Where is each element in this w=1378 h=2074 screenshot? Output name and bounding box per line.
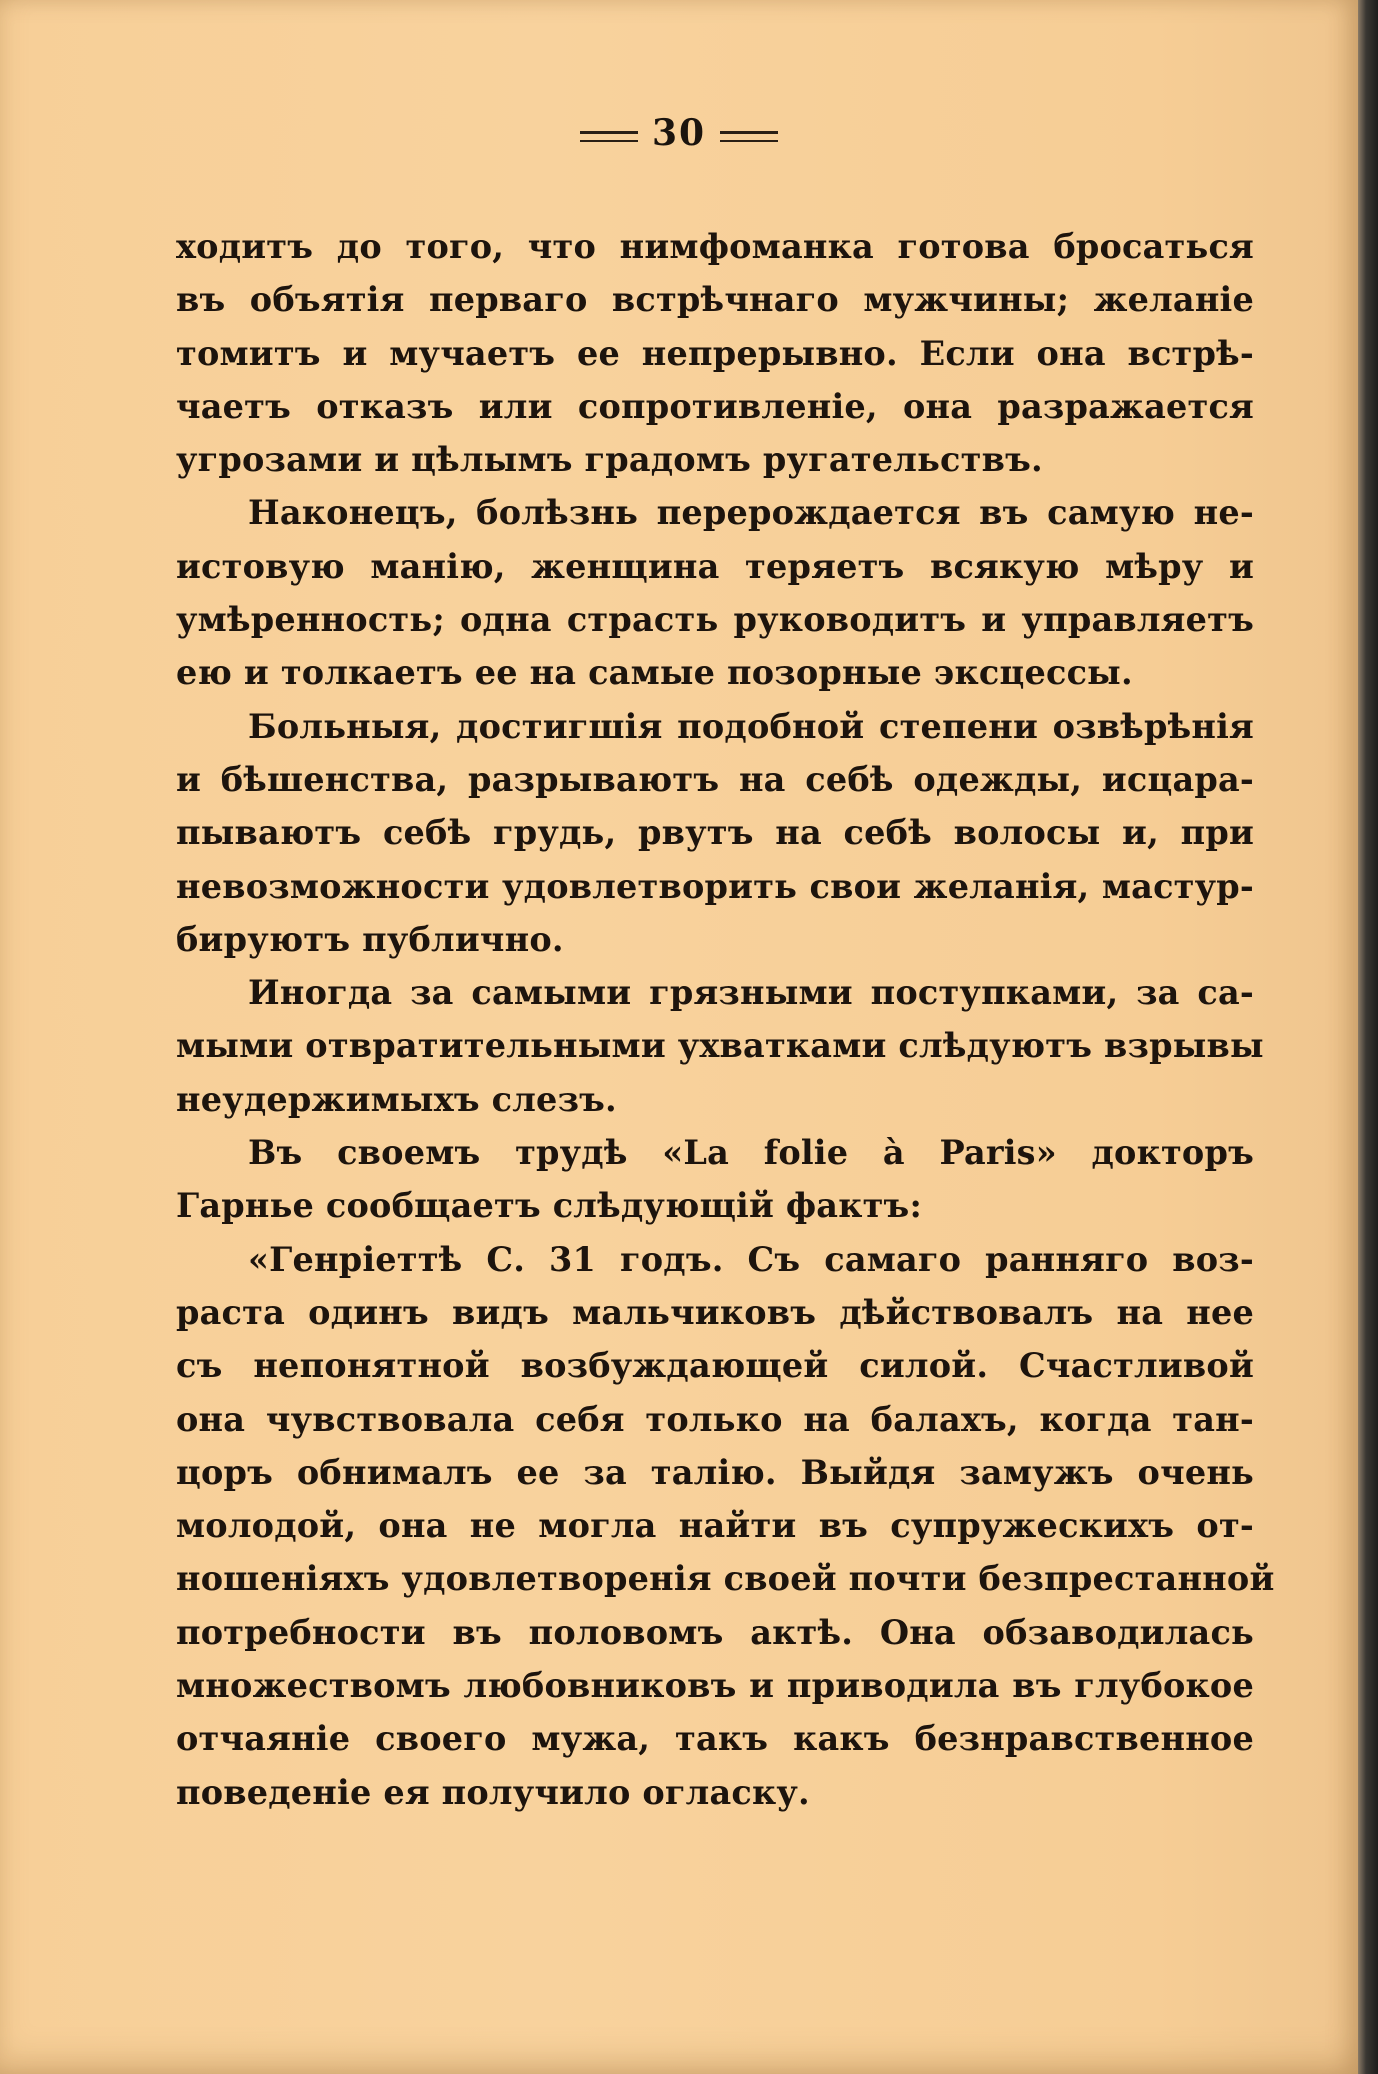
text-line: и бѣшенства, разрываютъ на себѣ одежды, исцара-	[176, 759, 1254, 799]
text-line: истовую манію, женщина теряетъ всякую мѣру и	[176, 546, 1254, 586]
text-line: мыми отвратительными ухватками слѣдуютъ взрывы	[176, 1026, 1264, 1066]
text-line: неудержимыхъ слезъ.	[176, 1079, 617, 1119]
text-line: цоръ обнималъ ее за талію. Выйдя замужъ очень	[176, 1452, 1254, 1492]
text-line: ходитъ до того, что нимфоманка готова бросаться	[176, 227, 1254, 266]
text-line: потребности въ половомъ актѣ. Она обзаводилась	[176, 1612, 1254, 1652]
text-line: пываютъ себѣ грудь, рвутъ на себѣ волосы и, при	[176, 813, 1254, 853]
text-line: съ непонятной возбуждающей силой. Счастливой	[176, 1346, 1254, 1386]
text-line: молодой, она не могла найти въ супружескихъ от-	[176, 1506, 1254, 1546]
text-line: раста одинъ видъ мальчиковъ дѣйствовалъ на нее	[176, 1292, 1254, 1332]
book-edge	[1358, 0, 1378, 2074]
text-line: Гарнье сообщаетъ слѣдующій фактъ:	[176, 1186, 923, 1226]
text-line: ношеніяхъ удовлетворенія своей почти безпрестанной	[176, 1559, 1275, 1599]
text-line: невозможности удовлетворить свои желанія, мастур-	[176, 866, 1254, 906]
text-line: ею и толкаетъ ее на самые позорные эксцессы.	[176, 653, 1133, 693]
text-line: угрозами и цѣлымъ градомъ ругательствъ.	[176, 440, 1043, 480]
text-line: чаетъ отказъ или сопротивленіе, она разражается	[176, 386, 1254, 426]
text-line: Наконецъ, болѣзнь перерождается въ самую не-	[248, 493, 1254, 533]
text-line: множествомъ любовниковъ и приводила въ глубокое	[176, 1666, 1254, 1706]
text-line: «Генріеттѣ С. 31 годъ. Съ самаго ранняго воз-	[248, 1239, 1254, 1279]
text-line: она чувствовала себя только на балахъ, когда тан-	[176, 1399, 1254, 1439]
page-number: 30	[651, 112, 707, 154]
text-line: бируютъ публично.	[176, 919, 564, 959]
header-ornament-left	[580, 131, 638, 142]
page-header	[0, 112, 1358, 154]
header-ornament-right	[720, 131, 778, 142]
text-line: умѣренность; одна страсть руководитъ и управляетъ	[176, 600, 1254, 640]
text-line: Иногда за самыми грязными поступками, за са-	[248, 973, 1254, 1013]
body-text	[176, 220, 1275, 1819]
text-line: Въ своемъ трудѣ «La folie à Paris» докторъ	[248, 1133, 1254, 1173]
text-line: поведеніе ея получило огласку.	[176, 1772, 810, 1812]
text-line: отчаяніе своего мужа, такъ какъ безнравственное	[176, 1719, 1254, 1759]
text-line: Больныя, достигшія подобной степени озвѣрѣнія	[248, 706, 1254, 746]
text-line: томитъ и мучаетъ ее непрерывно. Если она встрѣ-	[176, 333, 1254, 373]
text-line: въ объятія перваго встрѣчнаго мужчины; желаніе	[176, 280, 1254, 320]
